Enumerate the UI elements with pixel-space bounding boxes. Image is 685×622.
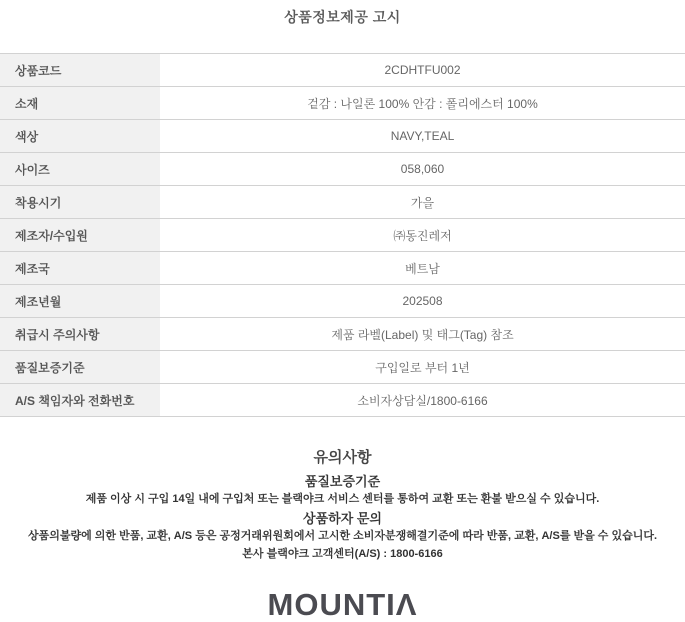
row-label: 제조자/수입원 — [0, 219, 160, 252]
notice-title: 유의사항 — [313, 449, 372, 466]
table-row — [0, 120, 685, 153]
table-row — [0, 285, 685, 318]
row-value: ㈜동진레저 — [393, 228, 452, 243]
table-row — [0, 318, 685, 351]
notice-section — [0, 446, 685, 561]
row-label: 상품코드 — [0, 54, 160, 87]
row-value: 058,060 — [400, 162, 445, 176]
table-row — [0, 252, 685, 285]
row-value: 제품 라벨(Label) 및 태그(Tag) 참조 — [331, 327, 514, 342]
mountia-brand-logo: MOUNTIΛ — [267, 587, 418, 622]
row-label: 사이즈 — [0, 153, 160, 186]
row-value: 베트남 — [405, 261, 440, 276]
product-info-table — [0, 53, 685, 417]
table-row — [0, 219, 685, 252]
table-row — [0, 351, 685, 384]
table-row — [0, 87, 685, 120]
row-label: 제조국 — [0, 252, 160, 285]
notice-body-defect-inquiry: 상품의불량에 의한 반품, 교환, A/S 등은 공정거래위원회에서 고시한 소비자분쟁해결기준에 따라 반품, 교환, A/S를 받을 수 있습니다. — [27, 530, 658, 542]
row-value: 겉감 : 나일론 100% 안감 : 폴리에스터 100% — [307, 96, 538, 111]
table-row — [0, 153, 685, 186]
row-label: 색상 — [0, 120, 160, 153]
notice-footer-customer-center: 본사 블랙야크 고객센터(A/S) : 1800-6166 — [242, 548, 443, 560]
table-row — [0, 186, 685, 219]
page-title: 상품정보제공 고시 — [284, 9, 401, 25]
row-label: 착용시기 — [0, 186, 160, 219]
row-value: 구입일로 부터 1년 — [375, 360, 470, 375]
row-label: A/S 책임자와 전화번호 — [0, 384, 160, 417]
row-label: 소재 — [0, 87, 160, 120]
table-row — [0, 54, 685, 87]
row-value: 가을 — [410, 195, 435, 210]
row-value: 소비자상담실/1800-6166 — [357, 393, 488, 408]
notice-body-warranty: 제품 이상 시 구입 14일 내에 구입처 또는 블랙야크 서비스 센터를 통하여 교환 또는 환불 받으실 수 있습니다. — [85, 493, 600, 505]
notice-subheading-defect-inquiry: 상품하자 문의 — [303, 511, 382, 526]
row-value: NAVY,TEAL — [390, 129, 455, 143]
row-value: 202508 — [402, 294, 443, 308]
row-label: 품질보증기준 — [0, 351, 160, 384]
table-row — [0, 384, 685, 417]
row-label: 취급시 주의사항 — [0, 318, 160, 351]
notice-subheading-warranty: 품질보증기준 — [304, 474, 381, 489]
product-info-table-body — [0, 54, 685, 417]
row-value: 2CDHTFU002 — [384, 63, 461, 77]
row-label: 제조년월 — [0, 285, 160, 318]
